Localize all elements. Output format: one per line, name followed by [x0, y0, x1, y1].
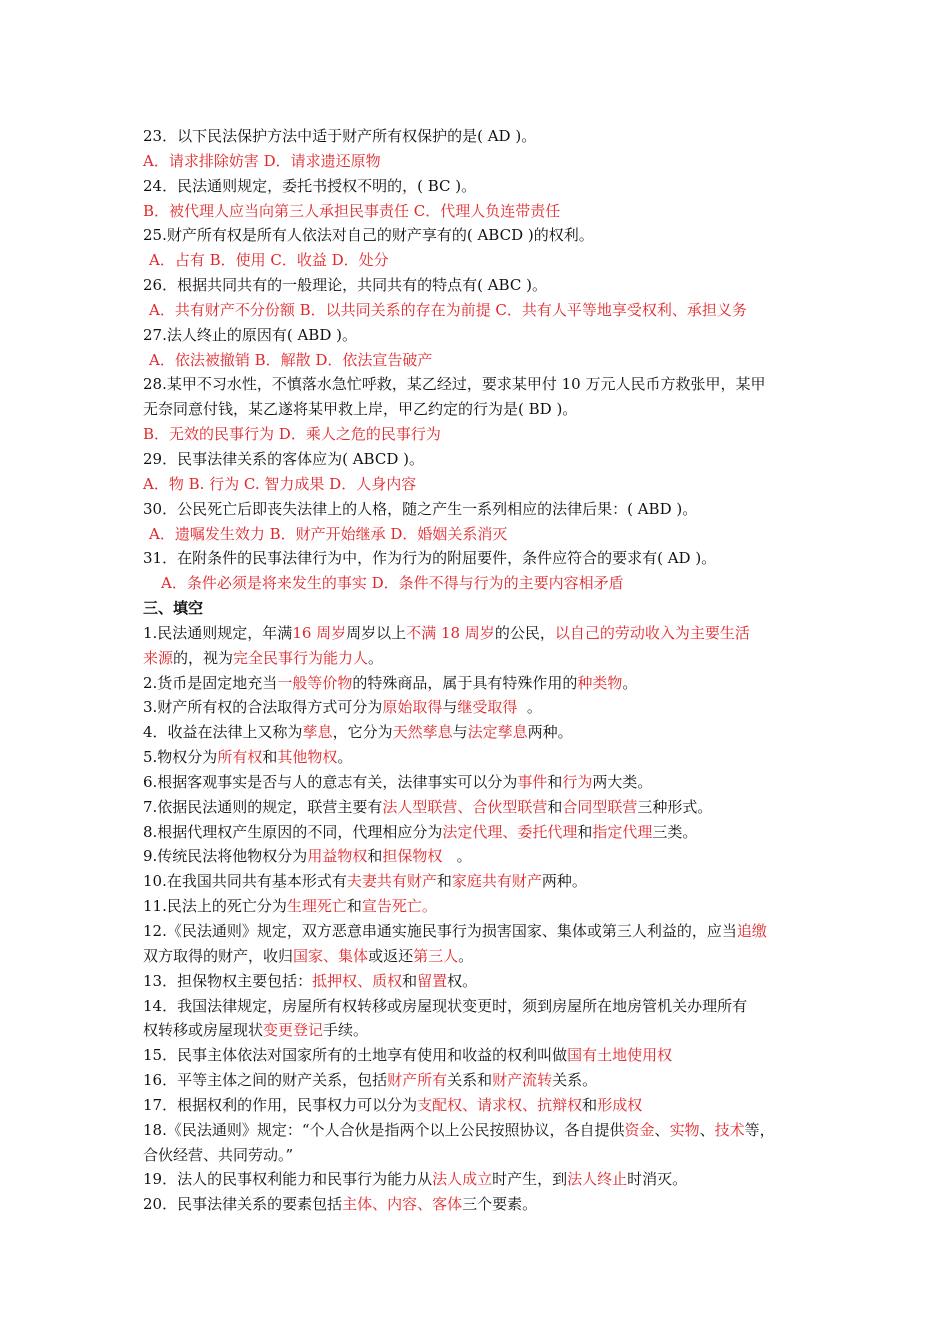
- fill-answer: 一般等价物: [277, 673, 353, 692]
- fill-answer: 种类物: [577, 673, 623, 692]
- document-page: [143, 124, 823, 1217]
- fill-text: 时产生，到: [492, 1170, 568, 1189]
- fill-item-10: [143, 869, 823, 894]
- fill-item-15: [143, 1043, 823, 1068]
- answer-24: B．被代理人应当向第三人承担民事责任 C．代理人负连带责任: [143, 201, 561, 220]
- fill-text: 20．民事法律关系的要素包括: [143, 1195, 343, 1214]
- fill-text: 关系和: [447, 1071, 493, 1090]
- fill-text: ，它分为: [332, 723, 393, 742]
- fill-text: 19．法人的民事权利能力和民事行为能力从: [143, 1170, 433, 1189]
- fill-answer: 继受取得: [457, 698, 518, 717]
- fill-text: 关系。: [552, 1071, 598, 1090]
- fill-answer: 留置: [417, 971, 448, 990]
- fill-answer: 担保物权: [382, 847, 443, 866]
- fill-text: 等，: [744, 1120, 775, 1139]
- fill-item-8: [143, 820, 823, 845]
- fill-answer: 法人成立: [432, 1170, 493, 1189]
- question-24: 24．民法通则规定，委托书授权不明的，( BC )。: [143, 176, 477, 195]
- fill-answer: 。: [421, 897, 437, 916]
- fill-answer: 合伙型联营: [472, 797, 548, 816]
- fill-text: 4．收益在法律上又称为: [143, 723, 303, 742]
- fill-item-1-line-1: [143, 621, 823, 646]
- fill-answer: 国有土地使用权: [567, 1046, 673, 1065]
- fill-answer: 天然孳息: [392, 723, 453, 742]
- fill-answer: 财产流转: [492, 1071, 553, 1090]
- fill-item-14-line-2: [143, 1018, 823, 1043]
- fill-text: 两种。: [541, 872, 587, 891]
- fill-answer: 第三人: [413, 946, 459, 965]
- fill-answer: 来源: [143, 648, 174, 667]
- fill-answer: 用益物权: [307, 847, 368, 866]
- answer-25: A．占有 B．使用 C．收益 D．处分: [149, 251, 389, 270]
- fill-text: 和: [346, 897, 362, 916]
- fill-text: 5.物权分为: [143, 748, 218, 767]
- fill-text: 和: [547, 772, 563, 791]
- fill-text: 和: [577, 822, 593, 841]
- question-28-line-1: 28.某甲不习水性，不慎落水急忙呼救，某乙经过，要求某甲付 10 万元人民币方救张甲，某甲: [143, 375, 766, 394]
- fill-text: 和: [262, 748, 278, 767]
- fill-answer: 资金: [624, 1120, 655, 1139]
- fill-answer: 支配权: [417, 1095, 463, 1114]
- answer-27: A．依法被撤销 B．解散 D．依法宣告破产: [149, 350, 433, 369]
- fill-answer: 质权: [372, 971, 403, 990]
- fill-item-17: [143, 1093, 823, 1118]
- fill-answer: 家庭共有财产: [451, 872, 542, 891]
- answer-26: A．共有财产不分份额 B．以共同关系的存在为前提 C．共有人平等地享受权利、承担义务: [149, 300, 747, 319]
- fill-text: 的公民，: [494, 623, 555, 642]
- fill-item-5: [143, 745, 823, 770]
- fill-answer: 指定代理: [592, 822, 653, 841]
- fill-answer: 抗辩权: [537, 1095, 583, 1114]
- fill-answer: 16 周岁: [292, 623, 347, 642]
- fill-text: 权转移或房屋现状: [143, 1021, 264, 1040]
- fill-text: 12.《民法通则》规定，双方恶意串通实施民事行为损害国家、集体或第三人利益的，应当: [143, 922, 737, 940]
- fill-answer: 原始取得: [382, 698, 443, 717]
- fill-item-6: [143, 770, 823, 795]
- fill-text: 两种。: [527, 723, 573, 742]
- fill-text: 。: [442, 847, 472, 866]
- fill-item-2: [143, 671, 823, 696]
- fill-text: 和: [402, 971, 418, 990]
- fill-answer: 、: [462, 1095, 478, 1114]
- question-23: 23．以下民法保护方法中适于财产所有权保护的是( AD )。: [143, 127, 537, 145]
- fill-text: 3.财产所有权的合法取得方式可分为: [143, 698, 383, 717]
- fill-answer: 主体、内容、客体: [342, 1195, 463, 1214]
- fill-item-20: [143, 1192, 823, 1217]
- fill-answer: 孳息: [302, 723, 333, 742]
- fill-text: 。: [622, 673, 638, 692]
- fill-text: 和: [582, 1095, 598, 1114]
- fill-text: 18.《民法通则》规定：“个人合伙是指两个以上公民按照协议，各自提供: [143, 1120, 625, 1139]
- section-title: 三、填空: [143, 599, 204, 618]
- fill-text: 和: [547, 797, 563, 816]
- fill-text: 或返还: [368, 946, 414, 965]
- fill-text: 。: [368, 648, 384, 667]
- fill-text: 三个要素。: [462, 1195, 538, 1214]
- fill-text: 10.在我国共同共有基本形式有: [143, 872, 347, 891]
- fill-answer: 以自己的劳动收入为主要生活: [554, 623, 750, 642]
- question-31: 31．在附条件的民事法律行为中，作为行为的附屈要件，条件应符合的要求有( AD )。: [143, 549, 717, 568]
- fill-text: 的，视为: [173, 648, 234, 667]
- fill-answer: 集体: [338, 946, 369, 965]
- fill-answer: 法人终止: [567, 1170, 628, 1189]
- fill-answer: 请求权: [477, 1095, 523, 1114]
- fill-answer: 变更登记: [263, 1021, 324, 1040]
- fill-text: 。: [458, 946, 474, 965]
- question-27: 27.法人终止的原因有( ABD )。: [143, 325, 357, 344]
- fill-answer: 、: [522, 1095, 538, 1114]
- fill-text: 时消灭。: [627, 1170, 688, 1189]
- fill-answer: 所有权: [217, 748, 263, 767]
- fill-text: 、: [699, 1120, 715, 1139]
- fill-answer: 追缴: [736, 922, 767, 940]
- fill-text: 两大类。: [592, 772, 653, 791]
- fill-text: 的特殊商品，属于具有特殊作用的: [352, 673, 578, 692]
- fill-text: 和: [367, 847, 383, 866]
- fill-text: 手续。: [323, 1021, 369, 1040]
- fill-text: 1.民法通则规定，年满: [143, 623, 293, 642]
- fill-item-12-line-2: [143, 944, 823, 969]
- fill-answer: 国家: [293, 946, 324, 965]
- fill-answer: 生理死亡: [286, 897, 347, 916]
- fill-text: 、: [654, 1120, 670, 1139]
- fill-answer: 行为: [562, 772, 593, 791]
- fill-answer: 实物: [669, 1120, 700, 1139]
- fill-answer: 财产所有: [387, 1071, 448, 1090]
- fill-text: 15．民事主体依法对国家所有的土地享有使用和收益的权利叫做: [143, 1046, 568, 1065]
- fill-item-18-line-2: 合伙经营、共同劳动。”: [143, 1145, 294, 1164]
- fill-answer: 技术: [714, 1120, 745, 1139]
- answer-29: A．物 B. 行为 C. 智力成果 D．人身内容: [143, 474, 417, 493]
- fill-answer: 形成权: [597, 1095, 643, 1114]
- fill-item-18-line-1: [143, 1118, 823, 1143]
- answer-30: A．遗嘱发生效力 B．财产开始继承 D．婚姻关系消灭: [149, 524, 508, 543]
- fill-item-19: [143, 1167, 823, 1192]
- fill-answer: 不满 18 周岁: [406, 623, 495, 642]
- fill-text: 三种形式。: [637, 797, 713, 816]
- fill-item-3: [143, 695, 823, 720]
- fill-answer: 法人型联营: [382, 797, 458, 816]
- fill-text: 和: [436, 872, 452, 891]
- fill-text: 7.依据民法通则的规定，联营主要有: [143, 797, 383, 816]
- fill-text: 11.民法上的死亡分为: [143, 897, 287, 916]
- fill-answer: 宣告死亡: [361, 897, 422, 916]
- fill-answer: 合同型联营: [562, 797, 638, 816]
- fill-answer: 法定孳息: [467, 723, 528, 742]
- answer-28: B．无效的民事行为 D．乘人之危的民事行为: [143, 425, 441, 444]
- answer-31: A．条件必须是将来发生的事实 D．条件不得与行为的主要内容相矛盾: [161, 574, 624, 593]
- fill-text: 。: [337, 748, 353, 767]
- fill-answer: 抵押权: [312, 971, 358, 990]
- fill-text: 与: [442, 698, 458, 717]
- fill-item-1-line-2: [143, 646, 823, 671]
- question-26: 26．根据共同共有的一般理论，共同共有的特点有( ABC )。: [143, 276, 547, 295]
- fill-item-16: [143, 1068, 823, 1093]
- fill-text: 16．平等主体之间的财产关系，包括: [143, 1071, 388, 1090]
- fill-item-12-line-1: [143, 919, 823, 944]
- answer-23: A．请求排除妨害 D．请求遗还原物: [143, 151, 381, 170]
- fill-item-7: [143, 795, 823, 820]
- fill-text: 周岁以上: [346, 623, 407, 642]
- fill-text: 三类。: [652, 822, 698, 841]
- fill-item-9: [143, 844, 823, 869]
- fill-text: 权。: [447, 971, 478, 990]
- fill-answer: 完全民事行为能力人: [233, 648, 369, 667]
- fill-answer: 、: [502, 822, 518, 841]
- fill-answer: 其他物权: [277, 748, 338, 767]
- fill-item-14-line-1: 14．我国法律规定，房屋所有权转移或房屋现状变更时，须到房屋所在地房管机关办理所有: [143, 996, 748, 1015]
- fill-item-4: [143, 720, 823, 745]
- fill-text: 。: [517, 698, 542, 717]
- fill-answer: 、: [457, 797, 473, 816]
- question-25: 25.财产所有权是所有人依法对自己的财产享有的( ABCD )的权利。: [143, 226, 594, 245]
- fill-text: 双方取得的财产，收归: [143, 946, 294, 965]
- question-28-line-2: 无奈同意付钱，某乙遂将某甲救上岸，甲乙约定的行为是( BD )。: [143, 400, 578, 419]
- fill-answer: 、: [323, 946, 339, 965]
- question-30: 30．公民死亡后即丧失法律上的人格，随之产生一系列相应的法律后果：( ABD )。: [143, 499, 698, 518]
- fill-answer: 夫妻共有财产: [346, 872, 437, 891]
- fill-text: 9.传统民法将他物权分为: [143, 847, 308, 866]
- fill-text: 2.货币是固定地充当: [143, 673, 278, 692]
- fill-answer: 法定代理: [442, 822, 503, 841]
- fill-answer: 委托代理: [517, 822, 578, 841]
- fill-answer: 事件: [517, 772, 548, 791]
- fill-answer: 、: [357, 971, 373, 990]
- fill-item-13: [143, 969, 823, 994]
- fill-text: 6.根据客观事实是否与人的意志有关，法律事实可以分为: [143, 772, 518, 791]
- fill-text: 8.根据代理权产生原因的不同，代理相应分为: [143, 822, 443, 841]
- question-29: 29．民事法律关系的客体应为( ABCD )。: [143, 449, 424, 468]
- fill-item-11: [143, 894, 823, 919]
- fill-text: 17．根据权利的作用，民事权力可以分为: [143, 1095, 418, 1114]
- fill-text: 13．担保物权主要包括：: [143, 971, 313, 990]
- fill-text: 与: [452, 723, 468, 742]
